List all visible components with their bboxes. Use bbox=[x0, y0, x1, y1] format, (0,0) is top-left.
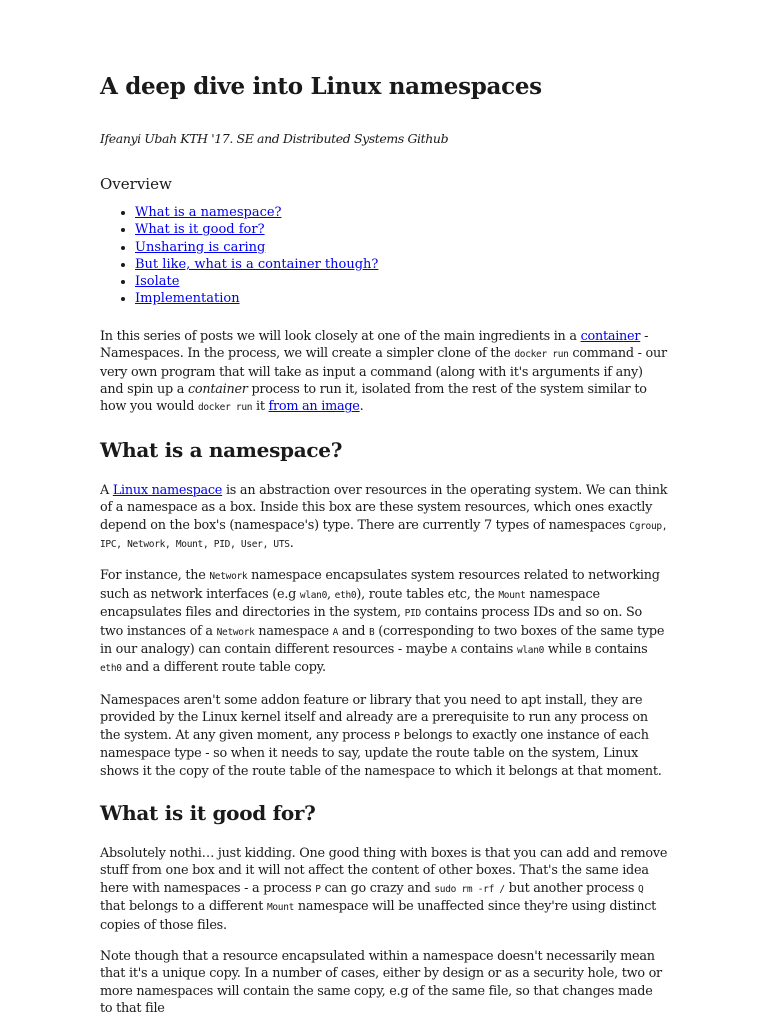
text: , bbox=[327, 586, 335, 602]
text: it bbox=[252, 399, 269, 415]
toc-link-implementation[interactable]: Implementation bbox=[135, 291, 240, 307]
text: - Namespaces. In the process, we will create a simpler clone of the bbox=[100, 328, 649, 362]
text: In this series of posts we will look closely at one of the main ingredients in a bbox=[100, 328, 581, 344]
inline-code: B bbox=[369, 626, 375, 638]
intro-paragraph bbox=[100, 328, 668, 417]
inline-code: A bbox=[451, 645, 457, 657]
paragraph: Note though that a resource encapsulated within a namespace doesn't necessarily mean that it's a unique copy. In a number of cases, either by design or as a security hole, two or more namespaces will contain the same copy, e.g of the same file, so that changes made to that file bbox=[100, 948, 662, 1017]
table-of-contents bbox=[100, 204, 668, 308]
inline-code: B bbox=[585, 645, 591, 657]
toc-item bbox=[135, 239, 668, 256]
inline-code: A bbox=[332, 626, 339, 638]
section-heading-what-is-it-good-for: What is it good for? bbox=[100, 800, 316, 825]
inline-code: Q bbox=[637, 883, 644, 895]
text: (corresponding to two boxes of the same type in our analogy) can contain different resources - maybe bbox=[100, 623, 665, 658]
inline-code: wlan0 bbox=[299, 589, 328, 601]
toc-item bbox=[135, 290, 668, 307]
article-byline: Ifeanyi Ubah KTH '17. SE and Distributed Systems Github bbox=[100, 131, 449, 146]
text: Absolutely nothi… just kidding. One good thing with boxes is that you can add and remove stuff from one box and it will not affect the content of other boxes. That's the same idea here with namespaces - a process bbox=[100, 845, 668, 896]
text: and bbox=[338, 623, 370, 639]
toc-link-isolate[interactable]: Isolate bbox=[135, 274, 180, 290]
paragraph bbox=[100, 567, 668, 677]
text: . bbox=[289, 536, 294, 552]
text: and a different route table copy. bbox=[121, 660, 326, 676]
paragraph bbox=[100, 845, 668, 934]
inline-code: eth0 bbox=[334, 589, 357, 601]
text: belongs to exactly one instance of each namespace type - so when it needs to say, update the route table on the system, Linux shows it the copy of the route table of the namespace to which it belongs at that moment. bbox=[100, 727, 662, 779]
inline-code: Network bbox=[216, 626, 255, 638]
inline-code: docker run bbox=[197, 402, 253, 414]
toc-item bbox=[135, 273, 668, 290]
linux-namespace-link[interactable]: Linux namespace bbox=[112, 482, 223, 498]
text: while bbox=[544, 642, 586, 658]
inline-code: sudo rm -rf / bbox=[434, 883, 505, 895]
text: can go crazy and bbox=[320, 880, 435, 896]
inline-code: Network bbox=[209, 571, 248, 583]
text: namespace bbox=[254, 623, 333, 639]
text: namespace will be unaffected since they're using distinct copies of those files. bbox=[100, 899, 657, 933]
section-heading-what-is-a-namespace: What is a namespace? bbox=[100, 437, 343, 462]
text: command - our very own program that will take as input a command (along with it's arguments if any) and spin up a bbox=[100, 346, 667, 397]
text: is an abstraction over resources in the operating system. We can think of a namespace as a box. Inside this box are these system resources, which ones exactly depend on the box's (namespace's) type. There are currently 7 types of namespaces bbox=[100, 482, 668, 533]
inline-code: Mount bbox=[498, 589, 526, 601]
text: process to run it, isolated from the rest of the system similar to how you would bbox=[100, 382, 647, 415]
overview-heading: Overview bbox=[100, 175, 172, 193]
toc-link-what-is-a-namespace[interactable]: What is a namespace? bbox=[135, 205, 282, 220]
emphasis: container bbox=[188, 382, 248, 397]
text: contains bbox=[456, 642, 517, 658]
inline-code: docker run bbox=[514, 349, 569, 361]
article bbox=[100, 0, 668, 1018]
inline-code: wlan0 bbox=[516, 645, 545, 657]
text: contains bbox=[590, 642, 648, 658]
text: namespace encapsulates files and directories in the system, bbox=[100, 586, 600, 621]
text: . bbox=[359, 399, 364, 415]
container-link[interactable]: container bbox=[580, 328, 641, 344]
from-an-image-link[interactable]: from an image bbox=[268, 399, 360, 415]
text: contains process IDs and so on. So two instances of a bbox=[100, 605, 643, 639]
text: namespace encapsulates system resources related to networking such as network interfaces (e.g bbox=[100, 568, 660, 602]
text: but another process bbox=[504, 880, 638, 896]
text: that belongs to a different bbox=[100, 899, 267, 915]
paragraph bbox=[100, 692, 668, 780]
inline-code: eth0 bbox=[100, 663, 122, 675]
toc-link-container[interactable]: But like, what is a container though? bbox=[135, 256, 379, 272]
text: A bbox=[100, 482, 113, 498]
inline-code: P bbox=[315, 883, 321, 895]
inline-code: PID bbox=[404, 608, 421, 620]
toc-link-what-is-it-good-for[interactable]: What is it good for? bbox=[135, 222, 265, 238]
article-title: A deep dive into Linux namespaces bbox=[100, 73, 542, 100]
toc-link-unsharing-is-caring[interactable]: Unsharing is caring bbox=[135, 239, 266, 255]
text: ), route tables etc, the bbox=[356, 586, 499, 602]
text: Namespaces aren't some addon feature or library that you need to apt install, they are provided by the Linux kernel itself and already are a prerequisite to run any process on the system. At any given moment, any process bbox=[100, 692, 648, 743]
inline-code: Cgroup, IPC, Network, Mount, PID, User, UTS bbox=[100, 520, 668, 551]
toc-item bbox=[135, 221, 668, 238]
paragraph bbox=[100, 482, 668, 554]
text: For instance, the bbox=[100, 568, 210, 584]
toc-item bbox=[135, 256, 668, 273]
inline-code: P bbox=[394, 730, 400, 742]
toc-item bbox=[135, 204, 668, 221]
inline-code: Mount bbox=[266, 902, 295, 914]
